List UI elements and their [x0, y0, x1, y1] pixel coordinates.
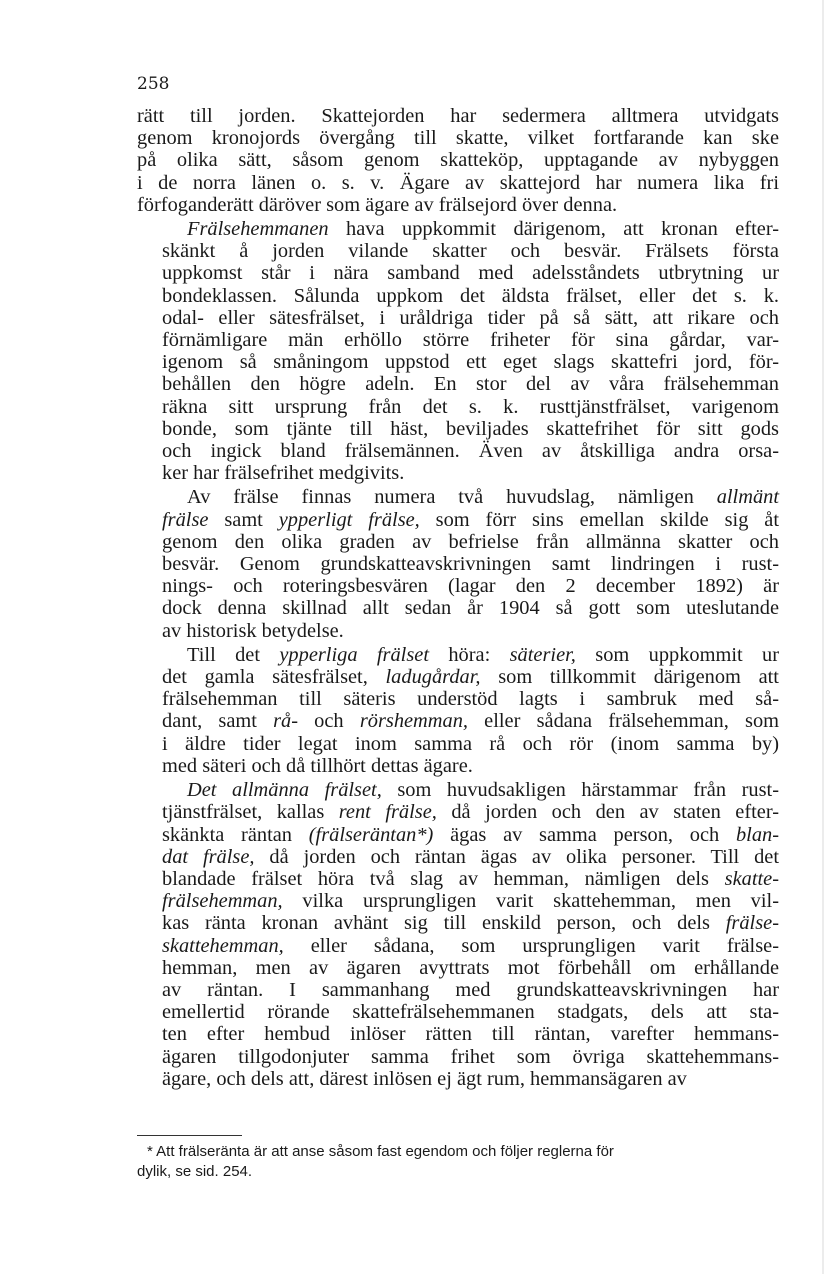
- text-line: [137, 733, 779, 755]
- italic-term: blan-: [735, 823, 779, 846]
- text-run: uppkomst står i nära samband med adelsståndets utbrytning ur: [162, 262, 779, 285]
- text-run: då jorden och räntan ägas av olika personer. Till det: [254, 845, 779, 868]
- text-run: eller sådana frälsehemman, som: [468, 710, 779, 733]
- text-run: och ingick bland frälsemännen. Även av åtskilliga andra orsa-: [162, 440, 779, 463]
- italic-term: säterier,: [509, 643, 576, 666]
- text-line: [137, 620, 779, 642]
- text-line: [137, 824, 779, 846]
- text-line: [137, 688, 779, 710]
- text-line: [137, 418, 779, 440]
- italic-term: ypperliga frälset: [279, 643, 429, 666]
- paragraph-2: [137, 218, 779, 484]
- text-run: odal- eller sätesfrälset, i uråldriga tider på så sätt, att rikare och: [162, 306, 779, 329]
- body-text: [137, 105, 779, 1092]
- text-run: i de norra länen o. s. v. Ägare av skattejord har numera lika fri: [137, 171, 779, 194]
- text-line: [137, 666, 779, 688]
- italic-term: frälsehemman,: [162, 890, 283, 913]
- text-run: då jorden och den av staten efter-: [436, 801, 779, 824]
- italic-term: rå-: [273, 710, 298, 733]
- text-line: [137, 846, 779, 868]
- text-run: Av frälse finnas numera två huvudslag, nämligen: [187, 486, 717, 509]
- footnote: [137, 1142, 777, 1182]
- text-line: [137, 149, 779, 171]
- text-line: [137, 285, 779, 307]
- text-run: som huvudsakligen härstammar från rust-: [381, 779, 779, 802]
- text-run: blandade frälset höra två slag av hemman, nämligen dels: [162, 867, 725, 890]
- italic-term: frälse-: [725, 912, 779, 935]
- text-run: dock denna skillnad allt sedan år 1904 så gott som uteslutande: [162, 597, 779, 620]
- italic-term: (frälseräntan*): [308, 823, 434, 846]
- italic-term: ladugårdar,: [385, 666, 481, 689]
- text-run: igenom så småningom uppstod ett eget slags skattefri jord, för-: [162, 351, 779, 374]
- text-run: frälsehemman till säteris understöd lagts i sambruk med så-: [162, 688, 779, 711]
- text-line: [137, 890, 779, 912]
- text-line: [137, 1001, 779, 1023]
- text-run: räkna sitt ursprung från det s. k. rusttjänstfrälset, varigenom: [162, 395, 779, 418]
- text-run: av räntan. I sammanhang med grundskatteavskrivningen har: [162, 978, 779, 1001]
- text-run: kas ränta kronan avhänt sig till enskild person, och dels: [162, 912, 726, 935]
- text-line: [137, 462, 779, 484]
- text-line: [137, 218, 779, 240]
- text-run: höra:: [429, 643, 510, 666]
- text-line: [137, 755, 779, 777]
- paragraph-5: [137, 779, 779, 1090]
- text-run: genom den olika graden av befrielse från allmänna skatter och: [162, 530, 779, 553]
- text-run: tjänstfrälset, kallas: [162, 801, 339, 824]
- text-line: [137, 396, 779, 418]
- text-run: förfoganderätt däröver som ägare av frälsejord över denna.: [137, 193, 618, 216]
- text-run: hemman, men av ägaren avyttrats mot förbehåll om erhållande: [162, 956, 779, 979]
- italic-term: frälse: [162, 508, 209, 531]
- text-line: [137, 440, 779, 462]
- footnote-rule: [137, 1135, 242, 1136]
- footnote-line: * Att frälseränta är att anse såsom fast egendom och följer reglerna för: [147, 1143, 614, 1160]
- text-run: som tillkommit därigenom att: [480, 666, 779, 689]
- text-run: rätt till jorden. Skattejorden har sedermera alltmera utvidgats: [137, 105, 779, 127]
- paragraph-1: [137, 105, 779, 216]
- text-line: [137, 1068, 779, 1090]
- text-line: [137, 307, 779, 329]
- text-line: [137, 575, 779, 597]
- text-line: [137, 194, 779, 216]
- text-line: [137, 1046, 779, 1068]
- text-run: ägare, och dels att, därest inlösen ej ägt rum, hemmansägaren av: [162, 1067, 687, 1090]
- text-line: [137, 553, 779, 575]
- text-line: [137, 351, 779, 373]
- text-line: [137, 1023, 779, 1045]
- text-line: [137, 509, 779, 531]
- text-line: [137, 329, 779, 351]
- text-run: genom kronojords övergång till skatte, vilket fortfarande kan ske: [137, 127, 779, 150]
- text-run: ägaren tillgodonjuter samma frihet som övriga skattehemmans-: [162, 1045, 779, 1068]
- text-run: av historisk betydelse.: [162, 619, 344, 642]
- text-run: ägas av samma person, och: [433, 823, 736, 846]
- italic-term: skattehemman,: [162, 934, 284, 957]
- italic-term: rent frälse,: [338, 801, 437, 824]
- text-run: nings- och roteringsbesvären (lagar den 2 december 1892) är: [162, 575, 779, 598]
- text-run: skänkta räntan: [162, 823, 309, 846]
- text-line: [137, 531, 779, 553]
- text-run: samt: [208, 508, 279, 531]
- text-line: [137, 127, 779, 149]
- text-run: på olika sätt, såsom genom skatteköp, upptagande av nybyggen: [137, 149, 779, 172]
- text-line: [137, 801, 779, 823]
- italic-term: rörshemman,: [359, 710, 468, 733]
- italic-term: Det allmänna frälset,: [187, 779, 382, 802]
- italic-term: allmänt: [716, 486, 779, 509]
- paragraph-4: [137, 644, 779, 777]
- text-line: [137, 172, 779, 194]
- page-number: 258: [137, 74, 170, 94]
- text-line: [137, 868, 779, 890]
- text-line: [137, 710, 779, 732]
- text-line: [137, 240, 779, 262]
- italic-term: Frälsehemmanen: [187, 218, 329, 241]
- text-run: med säteri och då tillhört dettas ägare.: [162, 754, 473, 777]
- text-run: dant, samt: [162, 710, 274, 733]
- text-run: som uppkommit ur: [575, 643, 779, 666]
- text-line: [137, 935, 779, 957]
- text-run: hava uppkommit därigenom, att kronan efter-: [328, 218, 779, 241]
- text-line: [137, 912, 779, 934]
- italic-term: ypperligt frälse,: [278, 508, 420, 531]
- text-line: [137, 644, 779, 666]
- text-run: behållen den högre adeln. En stor del av våra frälsehemman: [162, 373, 779, 396]
- text-run: det gamla sätesfrälset,: [162, 666, 386, 689]
- text-run: bondeklassen. Sålunda uppkom det äldsta frälset, eller det s. k.: [162, 284, 779, 307]
- text-run: Till det: [187, 643, 280, 666]
- text-run: ker har frälsefrihet medgivits.: [162, 462, 405, 485]
- italic-term: skatte-: [724, 867, 779, 890]
- text-line: [137, 979, 779, 1001]
- text-run: och: [298, 710, 360, 733]
- paragraph-3: [137, 486, 779, 641]
- text-run: vilka ursprungligen varit skattehemman, men vil-: [282, 890, 779, 913]
- text-run: bonde, som tjänte till häst, beviljades skattefrihet för sitt gods: [162, 417, 779, 440]
- text-line: [137, 486, 779, 508]
- text-line: [137, 105, 779, 127]
- italic-term: dat frälse,: [162, 845, 255, 868]
- text-line: [137, 262, 779, 284]
- text-run: förnämligare män erhöllo större friheter för sina gårdar, var-: [162, 329, 779, 352]
- text-run: i äldre tider legat inom samma rå och rör (inom samma by): [162, 732, 779, 755]
- text-line: [137, 597, 779, 619]
- text-line: [137, 957, 779, 979]
- text-line: [137, 779, 779, 801]
- text-run: som förr sins emellan skilde sig åt: [419, 508, 779, 531]
- text-line: [137, 373, 779, 395]
- text-run: besvär. Genom grundskatteavskrivningen samt lindringen i rust-: [162, 553, 779, 576]
- text-run: emellertid rörande skattefrälsehemmanen stadgats, dels att sta-: [162, 1001, 779, 1024]
- text-run: skänkt å jorden vilande skatter och besvär. Frälsets första: [162, 240, 779, 263]
- text-run: eller sådana, som ursprungligen varit frälse-: [283, 934, 779, 957]
- text-run: ten efter hembud inlöser rätten till räntan, varefter hemmans-: [162, 1023, 779, 1046]
- footnote-line: dylik, se sid. 254.: [137, 1163, 253, 1180]
